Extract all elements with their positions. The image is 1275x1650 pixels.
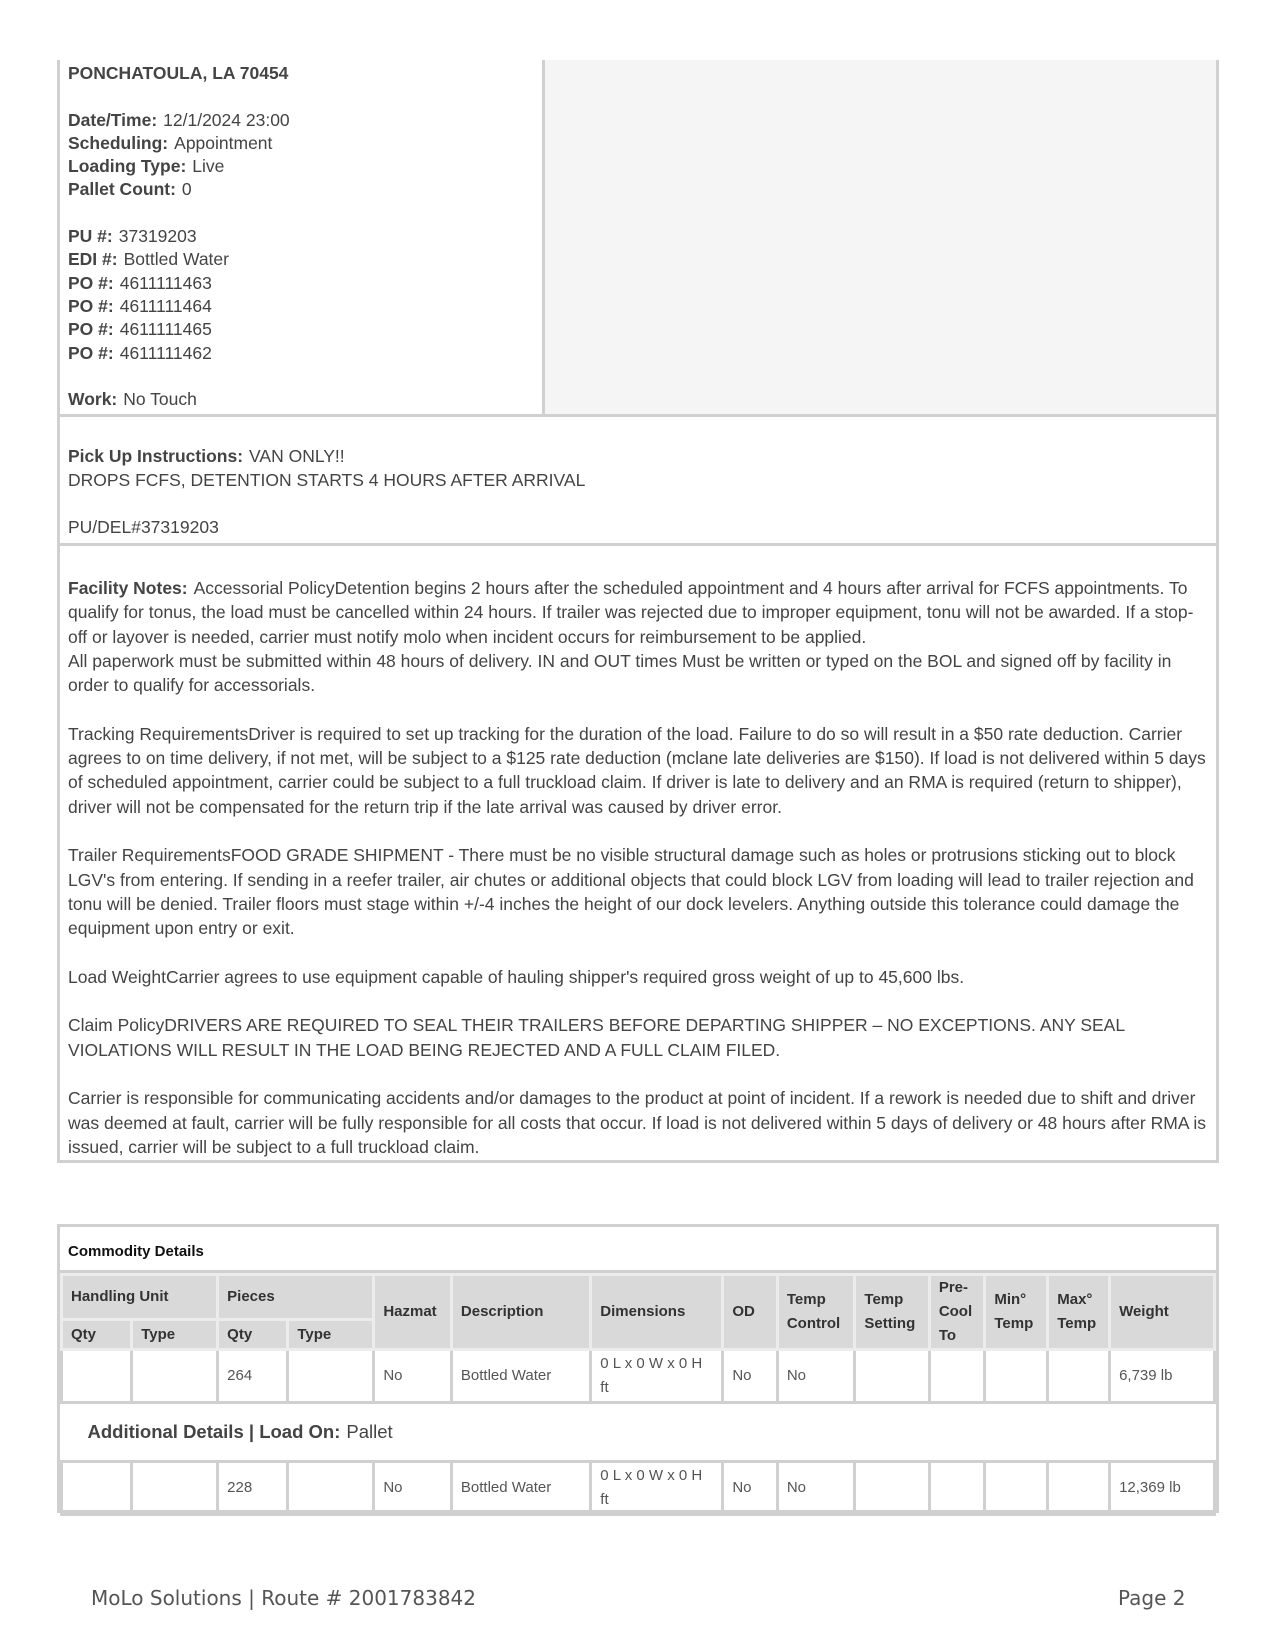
work-row: Work: No Touch xyxy=(68,389,197,410)
loading-type-row: Loading Type: Live xyxy=(68,156,225,177)
description-value: Bottled Water xyxy=(451,1462,590,1515)
pieces-qty: 228 xyxy=(218,1462,288,1515)
header-hu-qty: Qty xyxy=(62,1320,132,1350)
city-line: PONCHATOULA, LA 70454 xyxy=(68,63,289,83)
description-value: Bottled Water xyxy=(451,1350,590,1403)
temp-control-value: No xyxy=(777,1350,855,1403)
notes-paragraph: Load WeightCarrier agrees to use equipment capable of hauling shipper's required gross weight of up to 45,600 lbs. xyxy=(68,966,965,987)
scheduling-value: Appointment xyxy=(174,132,273,153)
header-pieces: Pieces xyxy=(218,1275,374,1320)
additional-details-label: Additional Details | Load On: xyxy=(87,1421,341,1442)
commodity-table xyxy=(60,1273,1216,1516)
temp-control-value: No xyxy=(777,1462,855,1515)
pieces-qty: 264 xyxy=(218,1350,288,1403)
header-max-temp: Max° Temp xyxy=(1048,1275,1110,1350)
datetime-value: 12/1/2024 23:00 xyxy=(163,109,290,130)
footer-page-number: Page 2 xyxy=(1118,1586,1186,1610)
notes-paragraph: Trailer RequirementsFOOD GRADE SHIPMENT - There must be no visible structural damage such as holes or protrusions sticking out to block LGV's from entering. If sending in a reefer trailer, air chutes or additional objects that could block LGV from loading will lead to trailer rejection and tonu will be denied. Trailer floors must stage within +/-4 inches the height of our dock levelers. Anything outside this tolerance could damage the equipment upon entry or exit. xyxy=(68,845,1194,939)
table-row xyxy=(62,1350,1215,1403)
work-value: No Touch xyxy=(123,389,197,410)
header-od: OD xyxy=(723,1275,778,1350)
edi-row: EDI #: Bottled Water xyxy=(68,249,229,270)
notes-paragraph: Carrier is responsible for communicating accidents and/or damages to the product at point of incident. If a rework is needed due to shift and driver was deemed at fault, carrier will be fully responsible for all costs that occur. If load is not delivered within 5 days of delivery or 48 hours after RMA is issued, carrier will be subject to a full truckload claim. xyxy=(68,1088,1207,1157)
dimensions-value: 0 L x 0 W x 0 H ft xyxy=(591,1350,723,1403)
notes-paragraph: Claim PolicyDRIVERS ARE REQUIRED TO SEAL THEIR TRAILERS BEFORE DEPARTING SHIPPER – NO EXCEPTIONS. ANY SEAL VIOLATIONS WILL RESULT IN THE LOAD BEING REJECTED AND A FULL CLAIM FILED. xyxy=(68,1015,1125,1060)
po-value: 4611111462 xyxy=(119,342,212,363)
load-on-value: Pallet xyxy=(346,1421,393,1442)
table-row xyxy=(62,1462,1215,1515)
po-value: 4611111465 xyxy=(119,319,212,340)
stop-side-panel xyxy=(542,60,1216,414)
hazmat-value: No xyxy=(374,1462,452,1515)
loading-type-value: Live xyxy=(192,156,225,177)
pickup-instructions-line: VAN ONLY!! xyxy=(249,446,345,466)
notes-paragraph: Facility Notes: Accessorial PolicyDetention begins 2 hours after the scheduled appointment and 4 hours after arrival for FCFS appointments. To qualify for tonus, the load must be cancelled within 24 hours. If trailer was rejected due to improper equipment, tonu will not be awarded. If a stop-off or layover is needed, carrier must notify molo when incident occurs for reimbursement to be applied. All paperwork must be submitted within 48 hours of delivery. IN and OUT times Must be written or typed on the BOL and signed off by facility in order to qualify for accessorials. xyxy=(68,578,1194,696)
header-description: Description xyxy=(451,1275,590,1350)
stop-info xyxy=(60,60,543,414)
hazmat-value: No xyxy=(374,1350,452,1403)
header-pre-cool: Pre-Cool To xyxy=(929,1275,985,1350)
header-pc-qty: Qty xyxy=(218,1320,288,1350)
facility-notes xyxy=(57,546,1219,1163)
header-weight: Weight xyxy=(1110,1275,1215,1350)
po-row: PO #: 4611111463 xyxy=(68,272,212,293)
commodity-title: Commodity Details xyxy=(60,1227,1216,1273)
pickup-instructions-line: PU/DEL#37319203 xyxy=(68,516,219,537)
pickup-instructions xyxy=(57,417,1219,546)
header-dimensions: Dimensions xyxy=(591,1275,723,1350)
od-value: No xyxy=(723,1350,778,1403)
header-hazmat: Hazmat xyxy=(374,1275,452,1350)
additional-details xyxy=(62,1404,1215,1460)
footer-route: MoLo Solutions | Route # 2001783842 xyxy=(91,1586,476,1610)
po-row: PO #: 4611111464 xyxy=(68,295,212,316)
notes-paragraph: Tracking RequirementsDriver is required to set up tracking for the duration of the load. Failure to do so will result in a $50 rate deduction. Carrier agrees to on time delivery, if not met, will be subject to a $125 rate deduction (mclane late deliveries are $150). If load is not delivered within 5 days of scheduled appointment, carrier could be subject to a full truckload claim. If driver is late to delivery and an RMA is required (return to shipper), driver will not be compensated for the return trip if the late arrival was caused by driver error. xyxy=(68,723,1206,817)
pickup-instructions-label: Pick Up Instructions: xyxy=(68,446,244,466)
stop-details xyxy=(57,60,1219,417)
pu-value: 37319203 xyxy=(118,226,197,247)
header-temp-setting: Temp Setting xyxy=(855,1275,929,1350)
dimensions-value: 0 L x 0 W x 0 H ft xyxy=(591,1462,723,1515)
pallet-count-value: 0 xyxy=(181,179,192,200)
weight-value: 6,739 lb xyxy=(1110,1350,1215,1403)
commodity-details xyxy=(57,1224,1219,1513)
scheduling-row: Scheduling: Appointment xyxy=(68,132,273,153)
pickup-instructions-line: DROPS FCFS, DETENTION STARTS 4 HOURS AFTER ARRIVAL xyxy=(68,469,586,490)
header-handling-unit: Handling Unit xyxy=(62,1275,218,1320)
weight-value: 12,369 lb xyxy=(1110,1462,1215,1515)
po-row: PO #: 4611111465 xyxy=(68,319,212,340)
header-min-temp: Min° Temp xyxy=(985,1275,1048,1350)
additional-details-row xyxy=(62,1403,1215,1462)
po-row: PO #: 4611111462 xyxy=(68,342,212,363)
edi-value: Bottled Water xyxy=(123,249,229,270)
header-pc-type: Type xyxy=(288,1320,374,1350)
datetime-row: Date/Time: 12/1/2024 23:00 xyxy=(68,109,290,130)
po-value: 4611111463 xyxy=(119,272,212,293)
pallet-count-row: Pallet Count: 0 xyxy=(68,179,192,200)
od-value: No xyxy=(723,1462,778,1515)
pu-row: PU #: 37319203 xyxy=(68,226,197,247)
header-hu-type: Type xyxy=(132,1320,218,1350)
po-value: 4611111464 xyxy=(119,295,212,316)
header-temp-control: Temp Control xyxy=(777,1275,855,1350)
facility-notes-label: Facility Notes: xyxy=(68,578,188,598)
